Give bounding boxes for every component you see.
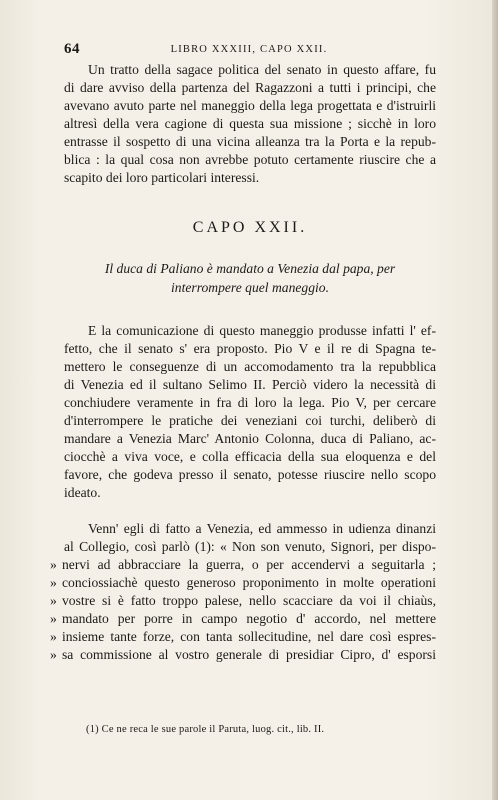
- line-text: sa commissione al vostro generale di presidiar Cipro, d' esporsi: [62, 647, 436, 662]
- text-line: scapito dei loro particolari interessi.: [64, 170, 260, 185]
- text-line: fetto, che il senato s' era proposto. Pio V e il re di Spagna te-: [64, 341, 436, 356]
- paragraph-2: [64, 322, 436, 502]
- text-line: mandare a Venezia Marc' Antonio Colonna, duca di Paliano, ac-: [64, 431, 436, 446]
- text-line: [50, 610, 436, 628]
- guillemet: »: [50, 593, 57, 608]
- text-line: [64, 520, 436, 538]
- text-line: d'interrompere le pratiche dei veneziani coi turchi, deliberò di: [64, 413, 436, 428]
- line-text: al Collegio, così parlò (1): « Non son venuto, Signori, per dispo-: [64, 539, 436, 554]
- page-number: 64: [64, 41, 80, 57]
- page-header: [64, 41, 434, 61]
- text-line: ciocchè a viva voce, e colla efficacia della sua eloquenza e del: [64, 449, 436, 464]
- text-line: di dare avviso della partenza del Ragazzoni a tutti i principi, che: [64, 80, 436, 95]
- text-line: [50, 556, 436, 574]
- footnote: (1) Ce ne reca le sue parole il Paruta, luog. cit., lib. II.: [86, 724, 325, 735]
- line-text: mandato per porre in campo negotio d' accordo, nel mettere: [62, 611, 436, 626]
- chapter-summary: [64, 259, 436, 297]
- summary-line: interrompere quel maneggio.: [171, 280, 329, 295]
- page-edge: [492, 0, 498, 800]
- text-line: mettero le conseguenze di un accomodamento tra la repubblica: [64, 359, 436, 374]
- guillemet: »: [50, 557, 57, 572]
- text-line: [64, 538, 436, 556]
- line-text: Venn' egli di fatto a Venezia, ed ammesso in udienza dinanzi: [88, 521, 436, 536]
- text-line: [50, 646, 436, 664]
- text-line: blica : la qual cosa non avrebbe potuto certamente riuscire che a: [64, 152, 436, 167]
- text-line: favore, che godeva presso il senato, potesse riuscire nello scopo: [64, 467, 436, 482]
- running-title: LIBRO XXXIII, CAPO XXII.: [170, 44, 328, 55]
- text-line: ideato.: [64, 485, 101, 500]
- summary-line: Il duca di Paliano è mandato a Venezia dal papa, per: [104, 261, 396, 276]
- chapter-title: CAPO XXII.: [192, 219, 308, 236]
- text-line: entrasse il sospetto di una vicina alleanza tra la Porta e la repub-: [64, 134, 436, 149]
- text-line: di Venezia ed il sultano Selimo II. Perciò videro la necessità di: [64, 377, 436, 392]
- line-text: conciossiachè questo generoso proponimento in molte operationi: [62, 575, 436, 590]
- guillemet: »: [50, 629, 57, 644]
- line-text: vostre si è fatto troppo palese, nello scacciare da voi il chiaùs,: [62, 593, 436, 608]
- guillemet: »: [50, 647, 57, 662]
- text-line: Un tratto della sagace politica del senato in questo affare, fu: [88, 62, 436, 77]
- guillemet: »: [50, 611, 57, 626]
- paragraph-1: [64, 61, 436, 187]
- line-text: nervi ad abbracciare la guerra, o per accendervi a seguitarla ;: [62, 557, 436, 572]
- line-text: insieme tante forze, con tanta sollecitudine, nel dare così espres-: [62, 629, 436, 644]
- text-line: [50, 628, 436, 646]
- text-line: [50, 574, 436, 592]
- text-line: avevano avuto parte nel maneggio della lega progettata e d'istruirli: [64, 98, 436, 113]
- guillemet: »: [50, 575, 57, 590]
- text-line: E la comunicazione di questo maneggio produsse infatti l' ef-: [88, 323, 436, 338]
- text-line: [50, 592, 436, 610]
- text-line: conchiudere veramente in fra di loro la lega. Pio V, per cercare: [64, 395, 436, 410]
- text-line: altresì della vera cagione di questa sua missione ; sicchè in loro: [64, 116, 436, 131]
- paragraph-3: [50, 520, 436, 664]
